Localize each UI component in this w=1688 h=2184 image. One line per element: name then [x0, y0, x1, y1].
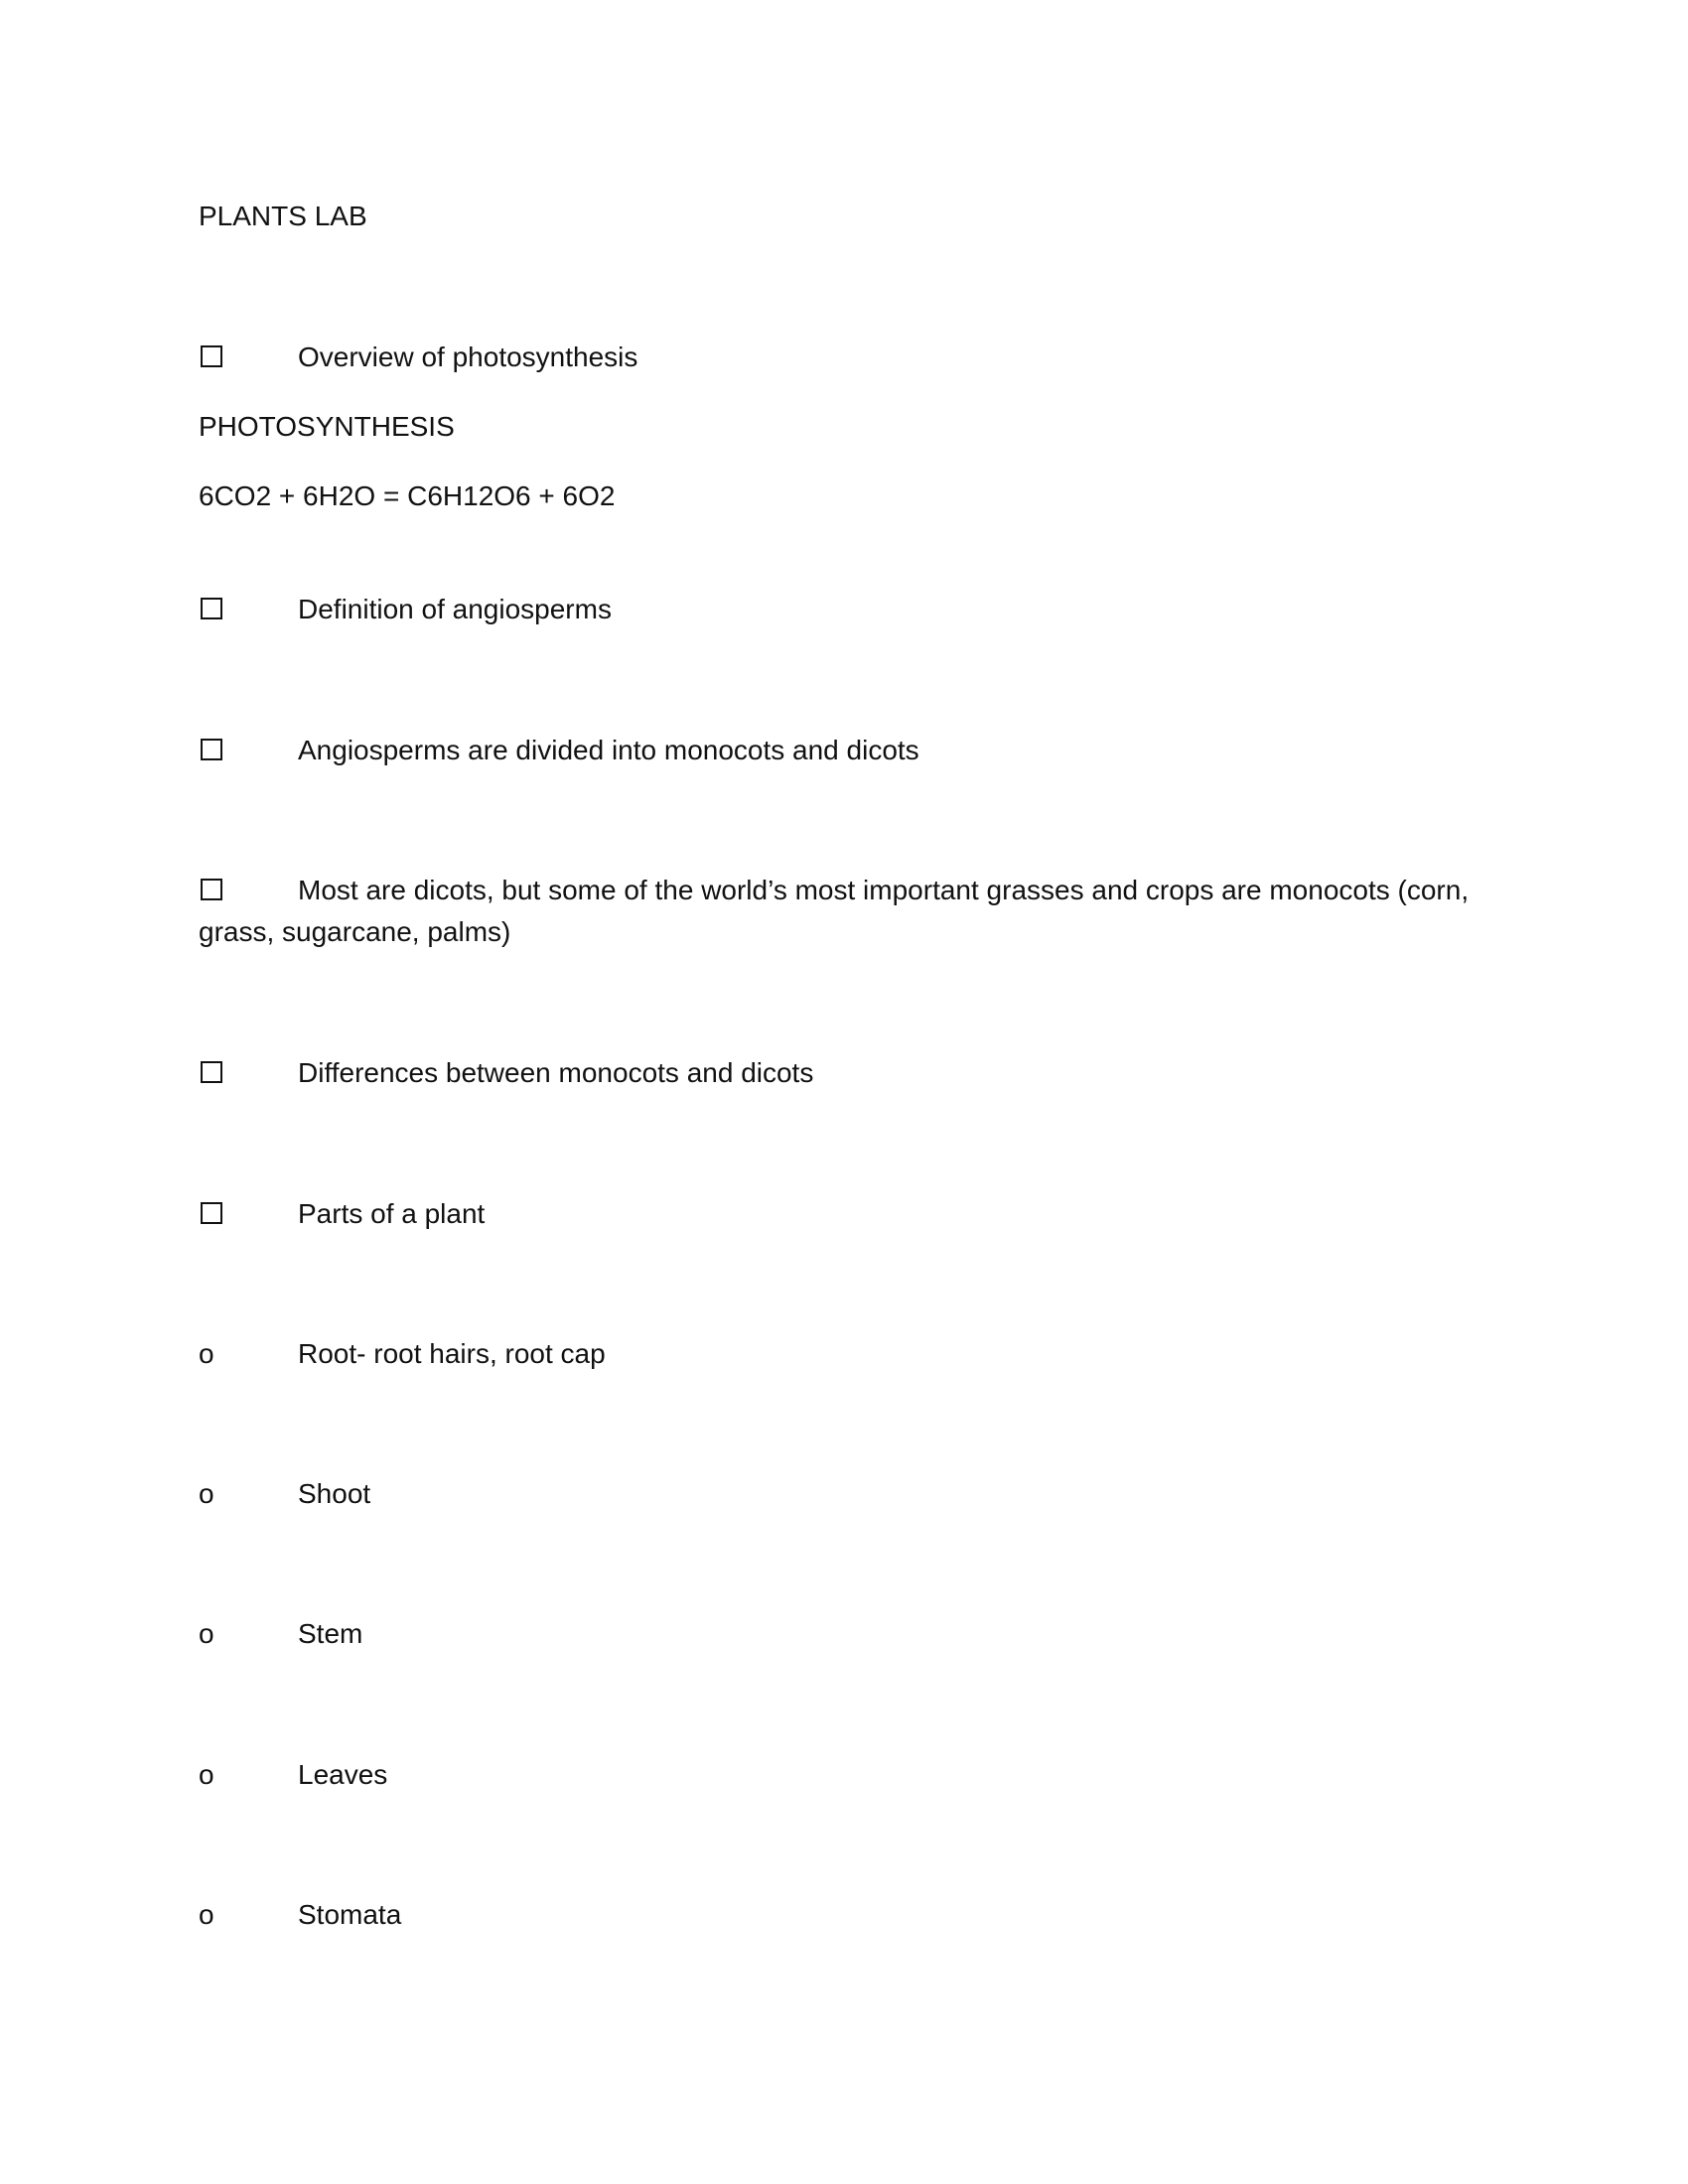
checklist-item-text: Parts of a plant — [298, 1198, 486, 1229]
checklist-item — [199, 589, 1489, 630]
checkbox-icon — [199, 1052, 298, 1094]
checklist-item-text: Most are dicots, but some of the world’s most important grasses and crops are monocots (corn, grass, sugarcane, palms) — [199, 875, 1470, 947]
checklist-item — [199, 870, 1489, 953]
sub-list-item — [199, 1894, 1489, 1936]
circle-bullet-icon: o — [199, 1899, 214, 1930]
sub-list-item — [199, 1754, 1489, 1796]
sub-list-item-text: Stem — [298, 1618, 363, 1649]
sub-list-item-text: Shoot — [298, 1478, 371, 1509]
checklist-item — [199, 337, 1489, 378]
checklist-item-text: Overview of photosynthesis — [298, 341, 638, 372]
checkbox-icon — [199, 337, 298, 378]
checkbox-icon — [199, 870, 298, 911]
sub-list-item-text: Root- root hairs, root cap — [298, 1338, 606, 1369]
circle-bullet-icon: o — [199, 1338, 214, 1369]
sub-list-item — [199, 1613, 1489, 1655]
circle-bullet-icon: o — [199, 1618, 214, 1649]
circle-bullet-icon: o — [199, 1478, 214, 1509]
section-heading: PHOTOSYNTHESIS — [199, 411, 455, 442]
checklist-item-text: Definition of angiosperms — [298, 594, 612, 624]
checkbox-icon — [199, 1193, 298, 1235]
sub-list-item — [199, 1333, 1489, 1375]
checkbox-icon — [199, 589, 298, 630]
checklist-item-text: Differences between monocots and dicots — [298, 1057, 814, 1088]
checklist-item — [199, 1052, 1489, 1094]
equation-text: 6CO2 + 6H2O = C6H12O6 + 6O2 — [199, 480, 616, 511]
sub-list-item-text: Stomata — [298, 1899, 402, 1930]
checklist-item — [199, 1193, 1489, 1235]
checklist-item — [199, 730, 1489, 771]
document-title: PLANTS LAB — [199, 201, 367, 231]
circle-bullet-icon: o — [199, 1759, 214, 1790]
sub-list-item — [199, 1473, 1489, 1515]
checklist-item-text: Angiosperms are divided into monocots and dicots — [298, 735, 919, 765]
sub-list-item-text: Leaves — [298, 1759, 388, 1790]
checkbox-icon — [199, 730, 298, 771]
